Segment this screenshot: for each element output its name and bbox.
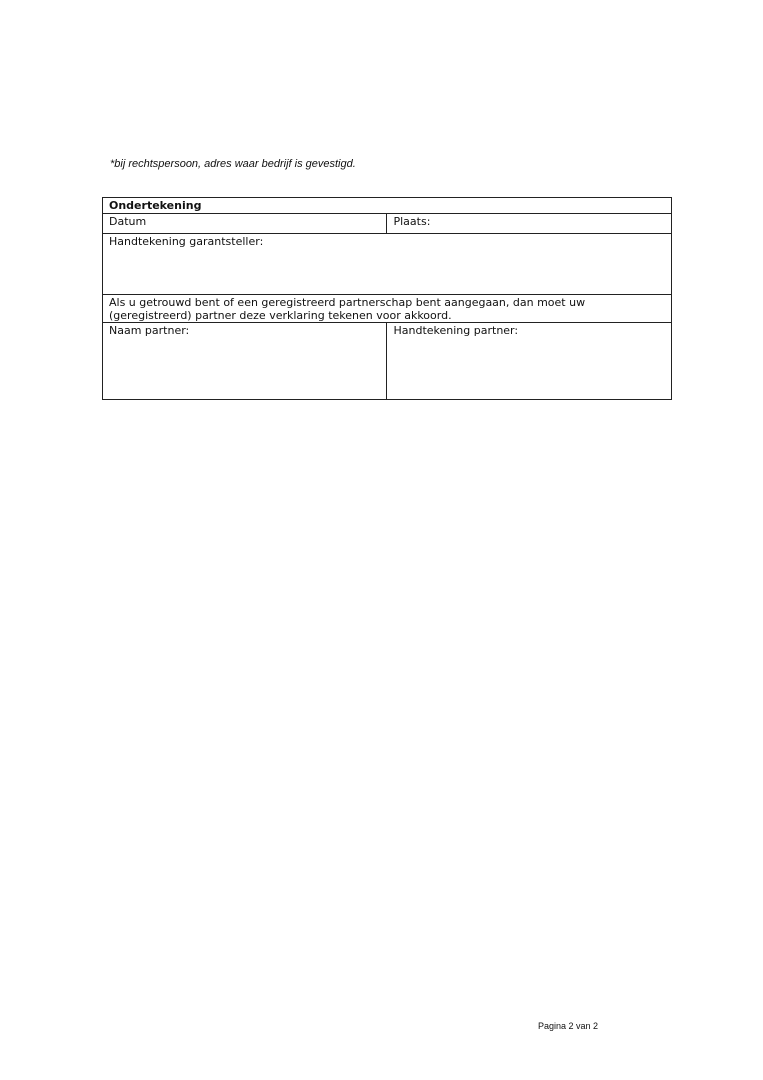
signature-section-heading: Ondertekening	[103, 198, 672, 214]
footnote-legal-entity: *bij rechtspersoon, adres waar bedrijf is gevestigd.	[110, 158, 356, 170]
garantsteller-signature-field[interactable]	[103, 234, 672, 295]
date-place-row	[103, 214, 672, 234]
datum-label: Datum	[109, 215, 147, 228]
garantsteller-signature-label: Handtekening garantsteller:	[109, 235, 264, 248]
plaats-label: Plaats:	[393, 215, 431, 228]
signature-heading-row	[103, 198, 672, 214]
signature-form-table	[102, 197, 672, 400]
partner-name-label: Naam partner:	[109, 324, 190, 337]
partner-name-field[interactable]	[103, 323, 387, 400]
garantsteller-signature-row	[103, 234, 672, 295]
page-number: Pagina 2 van 2	[538, 1021, 599, 1031]
partner-notice-text: Als u getrouwd bent of een geregistreerd partnerschap bent aangegaan, dan moet uw (geregistreerd) partner deze verklaring tekenen voor akkoord.	[103, 295, 672, 323]
partner-signature-field[interactable]	[387, 323, 672, 400]
partner-notice-row	[103, 295, 672, 323]
partner-signature-label: Handtekening partner:	[393, 324, 519, 337]
datum-field[interactable]	[103, 214, 387, 234]
plaats-field[interactable]	[387, 214, 672, 234]
partner-row	[103, 323, 672, 400]
